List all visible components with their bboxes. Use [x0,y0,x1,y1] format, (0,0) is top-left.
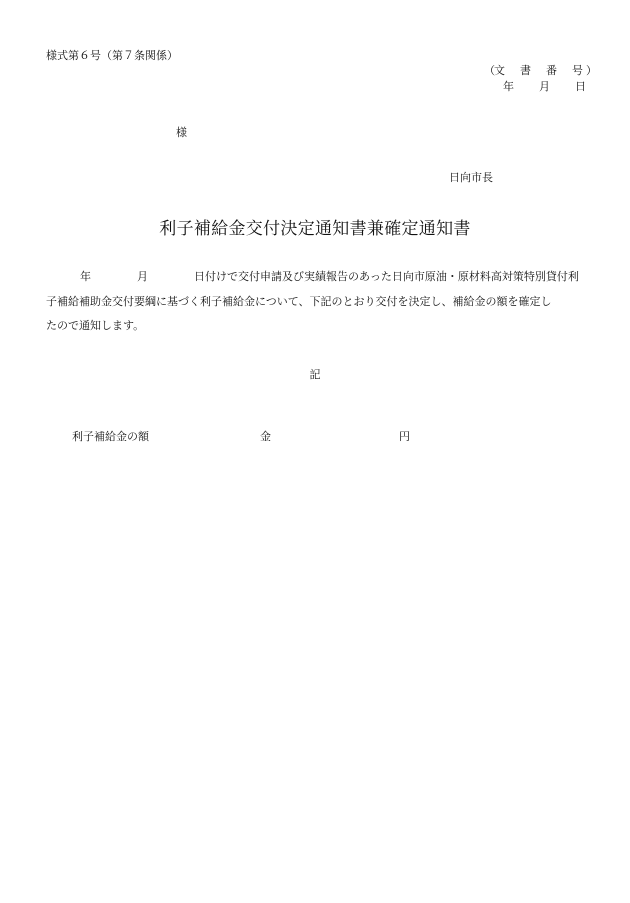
amount-label: 利子補給金の額 [72,430,149,443]
ki-heading: 記 [309,368,321,381]
doc-number-open-paren: （ [484,64,496,77]
issuer-name: 日向市長 [449,171,493,184]
amount-kin: 金 [260,430,271,443]
doc-number-char: 書 [520,64,532,77]
doc-number-close-paren: ） [586,64,598,77]
date-month: 月 [539,80,550,93]
body-line-1-text: 日付けで交付申請及び実績報告のあった日向市原油・原材料高対策特別貸付利 [194,270,579,283]
date-day: 日 [575,80,586,93]
body-month: 月 [137,270,148,283]
document-title: 利子補給金交付決定通知書兼確定通知書 [159,219,471,239]
body-line-1 [46,265,586,290]
body-line-2: 子補給補助金交付要綱に基づく利子補給金について、下記のとおり交付を決定し、補給金の額を確定し [46,294,552,308]
amount-yen: 円 [399,430,410,443]
document-number [484,62,596,78]
doc-number-char: 号 [572,64,584,77]
issue-date [503,78,586,94]
date-year: 年 [503,80,514,93]
doc-number-char: 番 [546,64,558,77]
body-paragraph [46,265,586,339]
body-year: 年 [80,270,91,283]
body-line-3: たので通知します。 [46,319,145,332]
addressee-honorific: 様 [176,126,187,139]
form-number: 様式第６号（第７条関係） [46,49,178,62]
doc-number-char: 文 [494,64,506,77]
